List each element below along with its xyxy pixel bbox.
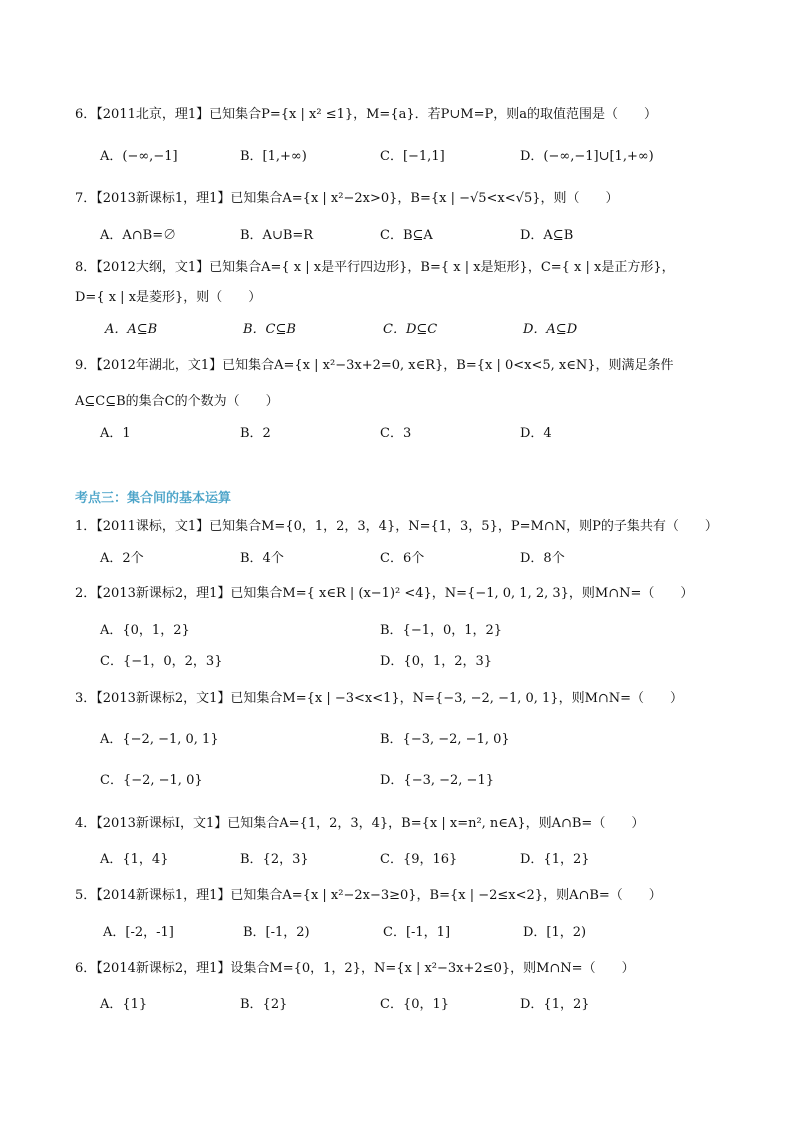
option-b: B．A∪B=R [240, 228, 314, 243]
option-a: A．2个 [100, 551, 144, 566]
option-d: D．{−3, −2, −1} [380, 773, 494, 788]
option-a: A．1 [100, 426, 131, 441]
question-stem: 3．【2013新课标2，文1】已知集合M={x | −3<x<1}，N={−3, −2, −1, 0, 1}，则M∩N=（ ） [75, 691, 684, 706]
option-b: B．{2，3} [240, 852, 309, 867]
question-stem-continued: A⊆C⊆B的集合C的个数为（ ） [75, 394, 279, 409]
question-stem: 1．【2011课标，文1】已知集合M={0，1，2，3，4}，N={1，3，5}，P=M∩N，则P的子集共有（ ） [75, 519, 718, 534]
option-a: A．{0，1，2} [100, 623, 190, 638]
option-c: C．{0，1} [380, 997, 450, 1012]
option-a: A．A⊆B [105, 322, 158, 337]
option-b: B．C⊆B [243, 322, 296, 337]
option-c: C．6个 [380, 551, 425, 566]
question-stem: 4．【2013新课标I，文1】已知集合A={1，2，3，4}，B={x | x=n², n∈A}，则A∩B=（ ） [75, 816, 645, 831]
option-d: D．[1，2) [523, 925, 587, 940]
question-stem: 6．【2011北京，理1】已知集合P={x | x² ≤1}，M={a}．若P∪M=P，则a的取值范围是（ ） [75, 107, 657, 122]
option-a: A．[-2，-1] [103, 925, 174, 940]
option-b: B．{2} [240, 997, 288, 1012]
option-b: B．[1,+∞) [240, 149, 307, 164]
question-stem: 2．【2013新课标2，理1】已知集合M={ x∈R | (x−1)² <4}，N={−1, 0, 1, 2, 3}，则M∩N=（ ） [75, 586, 694, 601]
option-a: A．{−2, −1, 0, 1} [100, 732, 219, 747]
question-stem: 9．【2012年湖北，文1】已知集合A={x | x²−3x+2=0, x∈R}，B={x | 0<x<5, x∈N}，则满足条件 [75, 358, 674, 373]
option-a: A．{1，4} [100, 852, 169, 867]
question-stem: 5．【2014新课标1，理1】已知集合A={x | x²−2x−3≥0}，B={x | −2≤x<2}，则A∩B=（ ） [75, 888, 662, 903]
option-b: B．{−3, −2, −1, 0} [380, 732, 510, 747]
option-c: C．[−1,1] [380, 149, 445, 164]
option-c: C．3 [380, 426, 412, 441]
option-c: C．{−2, −1, 0} [100, 773, 203, 788]
option-b: B．4个 [240, 551, 284, 566]
option-d: D．{1，2} [520, 997, 590, 1012]
option-a: A．(−∞,−1] [100, 149, 178, 164]
option-b: B．[-1，2) [243, 925, 310, 940]
question-stem-continued: D={ x | x是菱形}，则（ ） [75, 290, 262, 305]
option-d: D．{0，1，2，3} [380, 654, 493, 669]
option-c: C．{−1，0，2，3} [100, 654, 223, 669]
option-d: D．4 [520, 426, 552, 441]
option-c: C．[-1，1] [383, 925, 451, 940]
option-c: C．{9，16} [380, 852, 458, 867]
option-b: B．2 [240, 426, 271, 441]
question-stem: 7．【2013新课标1，理1】已知集合A={x | x²−2x>0}，B={x | −√5<x<√5}，则（ ） [75, 191, 619, 206]
option-d: D．8个 [520, 551, 565, 566]
option-c: C．B⊆A [380, 228, 433, 243]
option-b: B．{−1，0，1，2} [380, 623, 503, 638]
option-a: A．A∩B=∅ [100, 228, 177, 243]
option-a: A．{1} [100, 997, 148, 1012]
section-title: 考点三：集合间的基本运算 [75, 491, 232, 506]
option-c: C．D⊆C [383, 322, 438, 337]
question-stem: 6．【2014新课标2，理1】设集合M={0，1，2}，N={x | x²−3x+2≤0}，则M∩N=（ ） [75, 961, 635, 976]
question-stem: 8．【2012大纲，文1】已知集合A={ x | x是平行四边形}，B={ x | x是矩形}，C={ x | x是正方形}， [75, 260, 675, 275]
option-d: D．(−∞,−1]∪[1,+∞) [520, 149, 654, 164]
option-d: D．{1，2} [520, 852, 590, 867]
option-d: D．A⊆B [520, 228, 574, 243]
option-d: D．A⊆D [523, 322, 578, 337]
